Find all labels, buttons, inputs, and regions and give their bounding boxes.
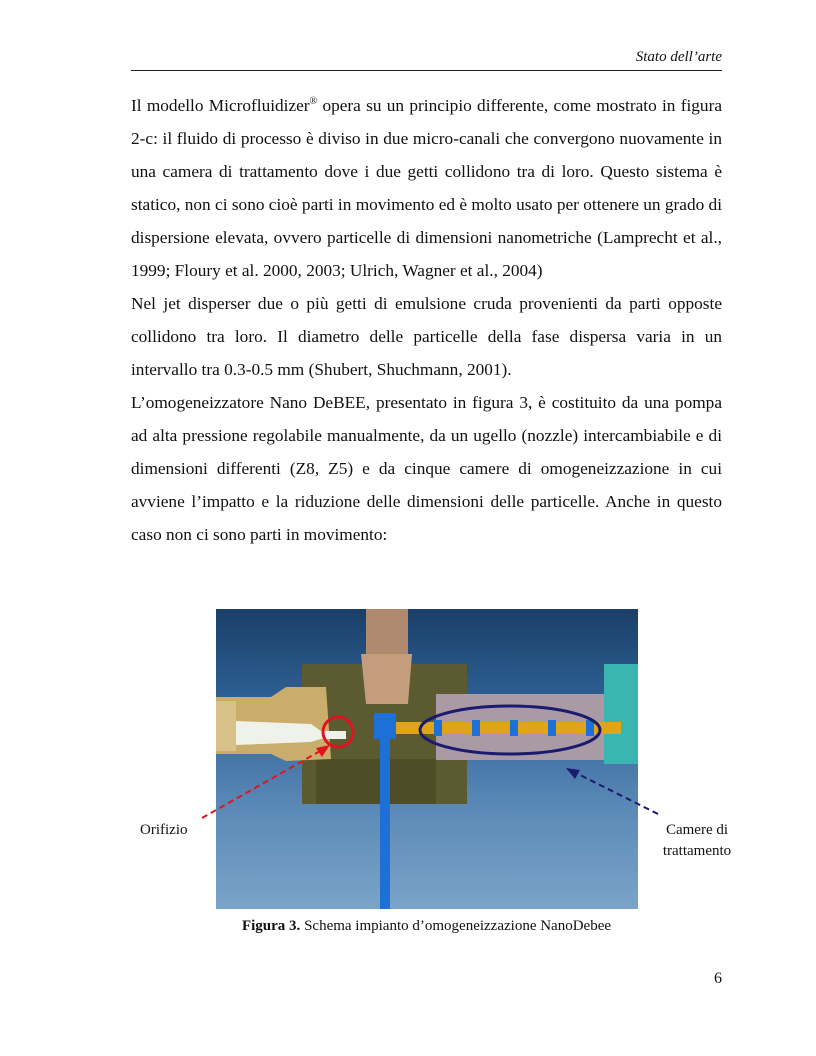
paragraph-jet-disperser: Nel jet disperser due o più getti di emulsione cruda provenienti da parti opposte collidono tra loro. Il diametro delle particelle della fase dispersa varia in un intervallo tra 0.3-0.5 mm (Shubert, Shuchmann, 2001). [131,294,722,379]
caption-number: Figura 3. [241,918,301,934]
page-number: 6 [714,970,722,987]
paragraph-1-rest: opera su un principio differente, come mostrato in figura 2-c: il fluido di processo è diviso in due micro-canali che convergono nuovamente in una camera di trattamento dove i due getti collidono tra di loro. Questo sistema è statico, non ci sono cioè parti in movimento ed è molto usato per ottenere un grado di dispersione elevata, ovvero particelle di dimensioni nanometriche (Lamprecht et al., 1999; Floury et al. 2000, 2003; Ulrich, Wagner et al., 2004) [131,96,722,280]
label-camere-line-2: trattamento [662,843,732,859]
orifizio-arrow [202,750,322,818]
paragraph-nano-debee: L’omogeneizzatore Nano DeBEE, presentato in figura 3, è costituito da una pompa ad alta pressione regolabile manualmente, da un ugello (nozzle) intercambiabile e di dimensioni differenti (Z8, Z5) e da cinque camere di omogeneizzazione in cui avviene l’impatto e la riduzione delle dimensioni delle particelle. Anche in questo caso non ci sono parti in movimento: [131,393,722,544]
paragraph-1-start: Il modello Microfluidizer [131,96,310,115]
caption-text: Schema impianto d’omogeneizzazione NanoDebee [300,918,612,934]
camere-arrow [574,772,658,814]
registered-mark: ® [309,96,318,108]
running-header: Stato dell’arte [635,49,722,65]
figure-caption [131,918,722,935]
orifizio-arrowhead [316,745,330,757]
label-orifizio: Orifizio [140,822,188,838]
label-camere-line-1: Camere di [665,822,729,838]
label-camere-di-trattamento [652,820,742,862]
camere-arrowhead [566,768,580,779]
